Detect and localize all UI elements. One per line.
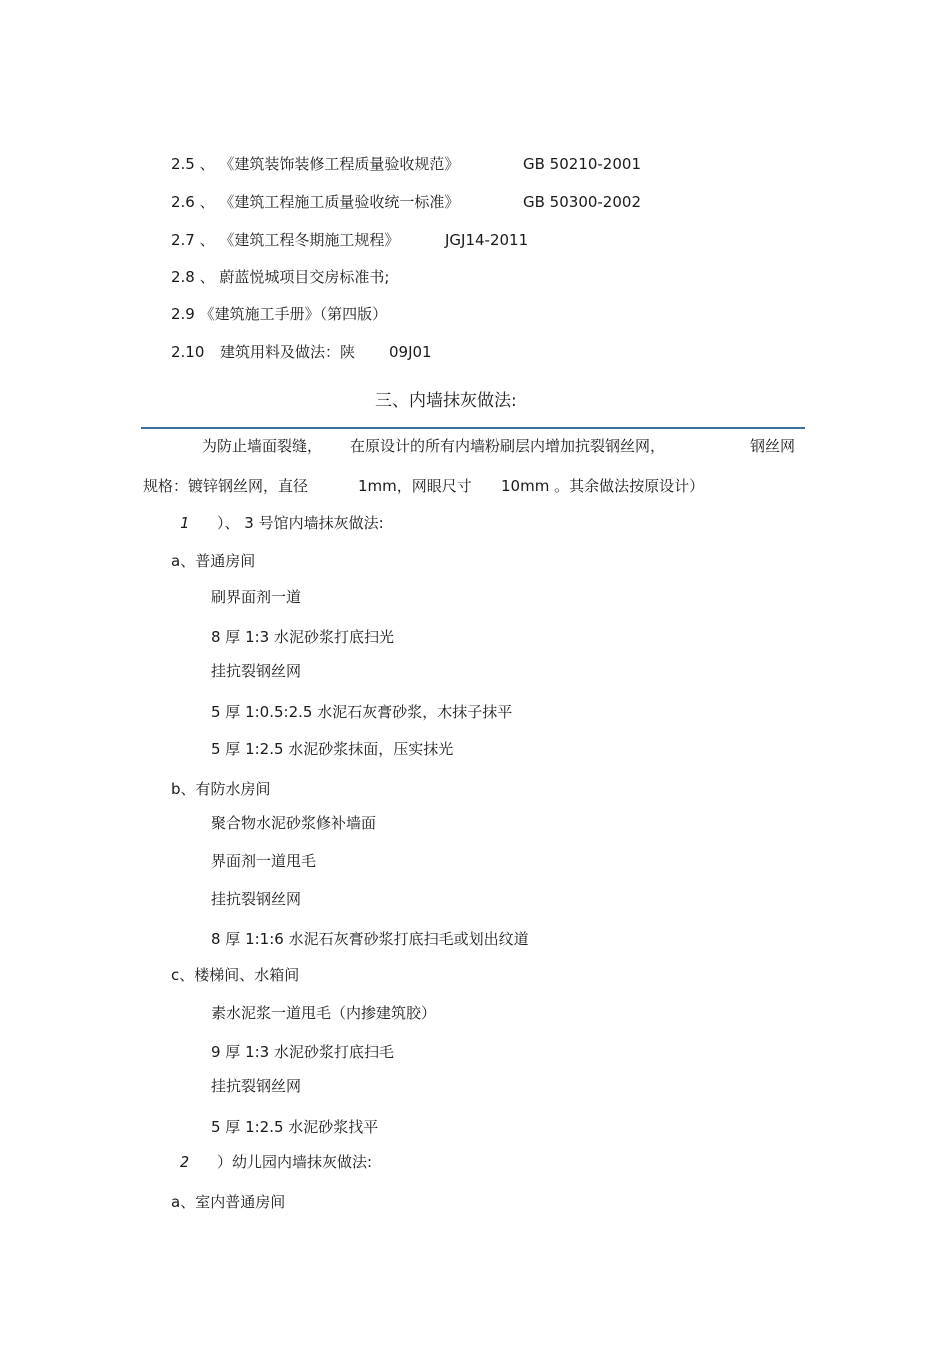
- intro-segment: 为防止墙面裂缝，: [202, 437, 323, 455]
- list-item: 挂抗裂钢丝网: [211, 1077, 302, 1095]
- list-item: 刷界面剂一道: [211, 588, 302, 606]
- list-item: 8 厚 1:1:6 水泥石灰膏砂浆打底扫毛或划出纹道: [211, 930, 529, 948]
- reference-number: 2.10: [171, 343, 205, 361]
- reference-item: [171, 154, 459, 174]
- part-marker: 2: [180, 1153, 190, 1171]
- reference-number: 2.8 、: [171, 268, 215, 286]
- section-heading: 三、内墙抹灰做法:: [375, 391, 517, 411]
- reference-item: [171, 267, 389, 287]
- list-item: 挂抗裂钢丝网: [211, 890, 302, 908]
- reference-number: 2.7 、: [171, 231, 215, 249]
- reference-title: 建筑用料及做法：陕: [219, 343, 355, 361]
- section-divider: [141, 427, 805, 429]
- reference-title: 蔚蓝悦城项目交房标准书;: [219, 268, 390, 286]
- reference-title: 《建筑施工手册》（第四版）: [199, 305, 388, 323]
- intro-segment: 钢丝网: [750, 437, 796, 455]
- list-item: 5 厚 1:2.5 水泥砂浆抹面，压实抹光: [211, 740, 454, 758]
- list-item: 9 厚 1:3 水泥砂浆打底扫毛: [211, 1043, 394, 1061]
- reference-title: 《建筑装饰装修工程质量验收规范》: [219, 155, 460, 173]
- intro-segment: 规格：镀锌钢丝网，直径: [143, 477, 309, 495]
- reference-item: [171, 192, 459, 212]
- group-label: b、有防水房间: [171, 780, 271, 798]
- list-item: 5 厚 1:0.5:2.5 水泥石灰膏砂浆，木抹子抹平: [211, 703, 513, 721]
- list-item: 5 厚 1:2.5 水泥砂浆找平: [211, 1118, 379, 1136]
- intro-segment: 1mm，网眼尺寸: [358, 477, 472, 495]
- group-label: a、室内普通房间: [171, 1193, 286, 1211]
- group-label: a、普通房间: [171, 552, 256, 570]
- reference-item: [171, 304, 387, 324]
- list-item: 聚合物水泥砂浆修补墙面: [211, 814, 377, 832]
- reference-code: JGJ14-2011: [445, 231, 529, 249]
- reference-code: GB 50300-2002: [523, 193, 641, 211]
- reference-title: 《建筑工程冬期施工规程》: [219, 231, 400, 249]
- list-item: 挂抗裂钢丝网: [211, 662, 302, 680]
- part-title: ）、 3 号馆内墙抹灰做法:: [217, 514, 384, 532]
- list-item: 8 厚 1:3 水泥砂浆打底扫光: [211, 628, 394, 646]
- part-title: ）幼儿园内墙抹灰做法:: [217, 1153, 373, 1171]
- list-item: 素水泥浆一道甩毛（内掺建筑胶）: [211, 1004, 437, 1022]
- reference-number: 2.9: [171, 305, 195, 323]
- reference-code: 09J01: [389, 343, 432, 361]
- reference-title: 《建筑工程施工质量验收统一标准》: [219, 193, 460, 211]
- list-item: 界面剂一道甩毛: [211, 852, 317, 870]
- intro-segment: 10mm 。其余做法按原设计）: [501, 477, 705, 495]
- reference-item: [171, 342, 355, 362]
- part-marker: 1: [180, 514, 190, 532]
- group-label: c、楼梯间、水箱间: [171, 966, 300, 984]
- reference-code: GB 50210-2001: [523, 155, 641, 173]
- reference-number: 2.6 、: [171, 193, 215, 211]
- reference-item: [171, 230, 399, 250]
- intro-segment: 在原设计的所有内墙粉刷层内增加抗裂钢丝网，: [350, 437, 666, 455]
- reference-number: 2.5 、: [171, 155, 215, 173]
